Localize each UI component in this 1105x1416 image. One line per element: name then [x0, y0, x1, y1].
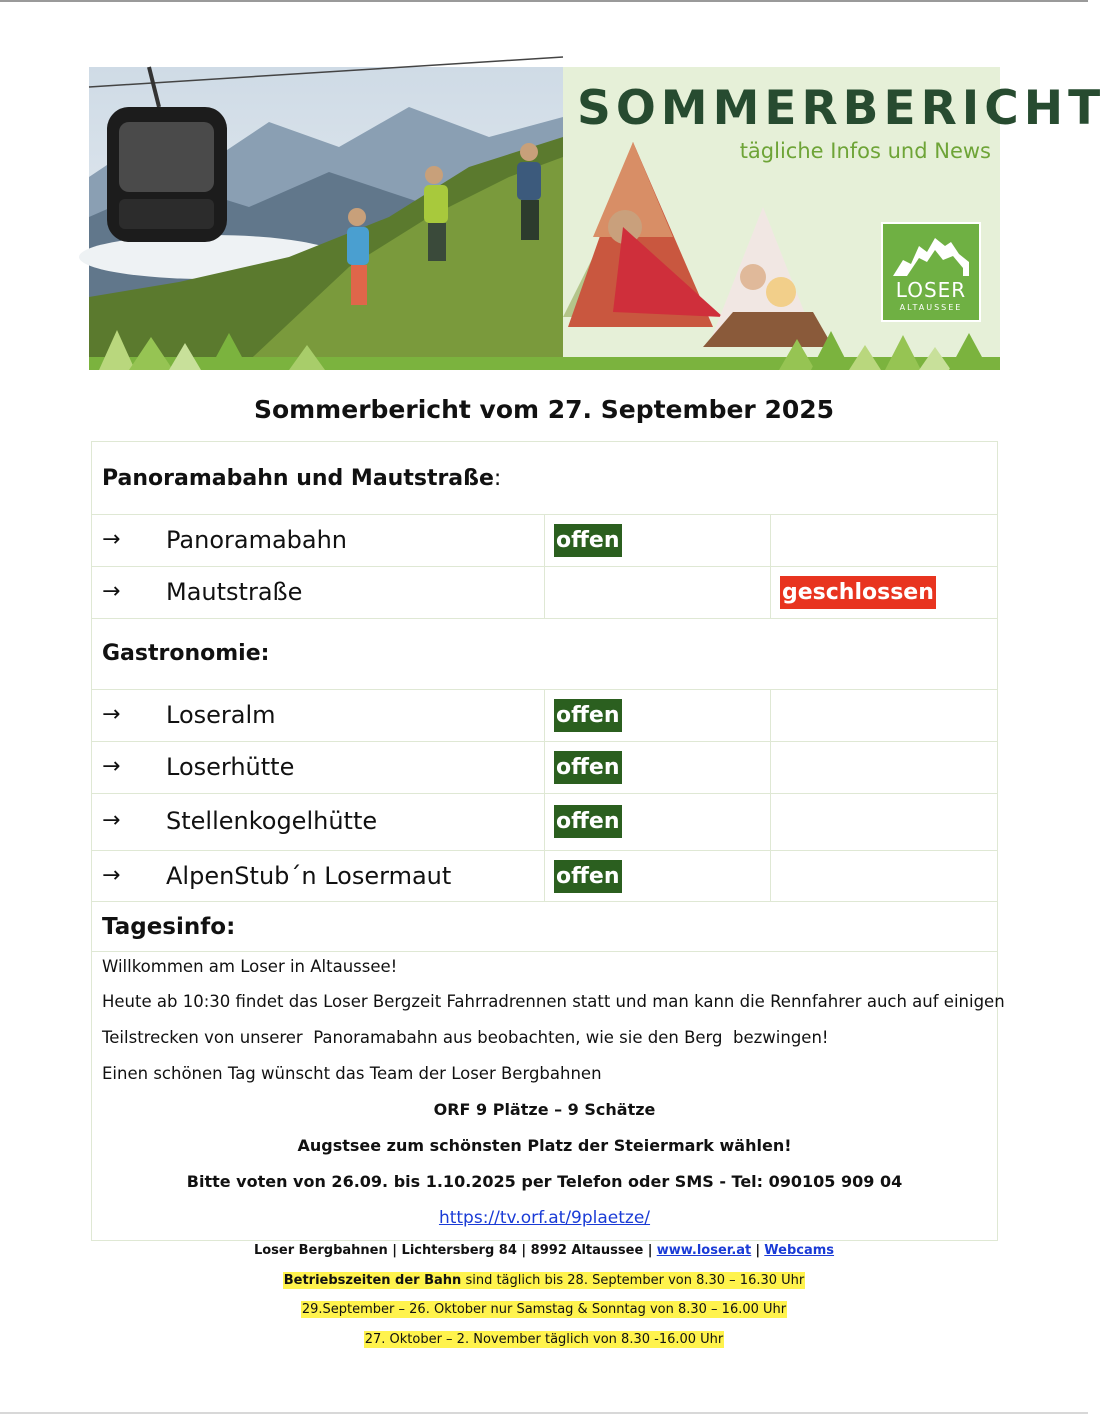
column-divider	[770, 567, 771, 618]
logo-name: LOSER	[895, 278, 967, 302]
column-divider	[770, 742, 771, 793]
column-divider	[770, 794, 771, 850]
hours-text: 29.September – 26. Oktober nur Samstag & Sonntag von 8.30 – 16.00 Uhr	[301, 1302, 787, 1317]
mountain-logo-icon	[893, 232, 969, 276]
arrow-icon: →	[102, 863, 121, 888]
column-divider	[544, 742, 545, 793]
footer-hours-3	[0, 1332, 1088, 1347]
info-line: Heute ab 10:30 findet das Loser Bergzeit Fahrradrennen statt und man kann die Rennfahrer auch auf einigen	[102, 992, 1005, 1011]
tagesinfo-body	[92, 952, 1005, 1240]
hours-text: sind täglich bis 28. September von 8.30 – 16.30 Uhr	[461, 1273, 805, 1288]
status-badge-open: offen	[554, 751, 622, 784]
table-row	[92, 690, 997, 742]
table-row	[92, 742, 997, 794]
status-badge-closed: geschlossen	[780, 576, 936, 609]
column-divider	[770, 690, 771, 741]
column-divider	[544, 690, 545, 741]
orf-link[interactable]: https://tv.orf.at/9plaetze/	[438, 1208, 651, 1228]
banner-title: SOMMERBERICHT	[577, 81, 1105, 136]
tree-border	[89, 325, 1000, 370]
arrow-icon: →	[102, 527, 121, 552]
column-divider	[544, 515, 545, 566]
footer-hours-2	[0, 1302, 1088, 1317]
section-header-tagesinfo	[92, 902, 997, 952]
section-header-bahn	[92, 442, 997, 515]
webcams-link[interactable]: Webcams	[764, 1243, 835, 1258]
status-badge-open: offen	[554, 524, 622, 557]
orf-headline: ORF 9 Plätze – 9 Schätze	[433, 1100, 656, 1119]
status-badge-open: offen	[554, 805, 622, 838]
section-title-bahn	[102, 466, 501, 491]
hours-text: 27. Oktober – 2. November täglich von 8.30 -16.00 Uhr	[364, 1332, 724, 1347]
column-divider	[544, 851, 545, 901]
table-row	[92, 567, 997, 619]
arrow-icon: →	[102, 808, 121, 833]
facility-name: Stellenkogelhütte	[166, 807, 378, 835]
hours-label: Betriebszeiten der Bahn	[283, 1273, 462, 1288]
loser-logo	[881, 222, 981, 322]
arrow-icon: →	[102, 754, 121, 779]
website-link[interactable]: www.loser.at	[656, 1243, 752, 1258]
column-divider	[544, 794, 545, 850]
table-row	[92, 794, 997, 851]
logo-subtitle: ALTAUSSEE	[899, 303, 963, 312]
vote-details: Bitte voten von 26.09. bis 1.10.2025 per Telefon oder SMS - Tel: 090105 909 04	[186, 1172, 903, 1191]
facility-name: Loseralm	[166, 701, 276, 729]
column-divider	[544, 567, 545, 618]
section-title-text: Panoramabahn und Mautstraße	[102, 466, 494, 491]
header-banner	[89, 67, 1105, 370]
footer-separator: |	[755, 1243, 761, 1258]
info-line: Willkommen am Loser in Altaussee!	[102, 957, 398, 976]
bottom-border	[0, 1412, 1088, 1414]
facility-name: Loserhütte	[166, 753, 295, 781]
section-title-tagesinfo: Tagesinfo:	[102, 914, 236, 940]
section-header-gastro	[92, 619, 997, 690]
arrow-icon: →	[102, 579, 121, 604]
vote-headline: Augstsee zum schönsten Platz der Steiermark wählen!	[297, 1136, 792, 1155]
status-table	[91, 441, 1005, 1241]
status-badge-open: offen	[554, 699, 622, 732]
table-row	[92, 851, 997, 902]
status-badge-open: offen	[554, 860, 622, 893]
facility-name: Mautstraße	[166, 578, 303, 606]
arrow-icon: →	[102, 702, 121, 727]
footer-hours-1	[0, 1273, 1088, 1288]
section-title-gastro: Gastronomie:	[102, 641, 270, 666]
facility-name: AlpenStub´n Losermaut	[166, 862, 452, 890]
column-divider	[770, 515, 771, 566]
column-divider	[770, 851, 771, 901]
info-line: Einen schönen Tag wünscht das Team der Loser Bergbahnen	[102, 1064, 602, 1083]
top-border	[0, 0, 1088, 2]
page-title: Sommerbericht vom 27. September 2025	[253, 395, 835, 424]
hours-highlight	[283, 1272, 806, 1289]
info-line: Teilstrecken von unserer Panoramabahn aus beobachten, wie sie den Berg bezwingen!	[102, 1028, 829, 1047]
facility-name: Panoramabahn	[166, 526, 348, 554]
footer-address-text: Loser Bergbahnen | Lichtersberg 84 | 8992 Altaussee |	[253, 1243, 653, 1258]
section-title-colon: :	[493, 466, 502, 491]
banner-subtitle: tägliche Infos und News	[739, 139, 991, 163]
footer-address	[0, 1243, 1088, 1258]
table-row	[92, 515, 997, 567]
